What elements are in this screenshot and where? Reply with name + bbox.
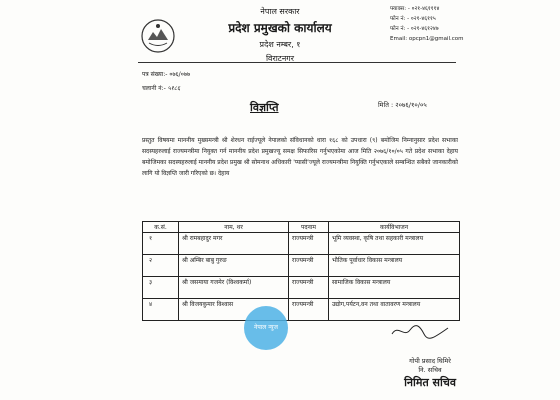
office-name: प्रदेश प्रमुखको कार्यालय <box>228 21 332 35</box>
handwritten-signature-icon <box>390 322 450 340</box>
province-name: प्रदेश नम्बर, १ <box>259 40 301 49</box>
row-portfolio: भौतिक पूर्वाधार विकास मन्त्रालय <box>329 255 460 277</box>
table-row <box>143 277 460 299</box>
row-name: श्री रामबहादुर मगर <box>179 233 289 255</box>
email-address: Email: opcpn1@gmail.com <box>390 36 464 42</box>
row-name: श्री जसमाया गजमेर (विश्वकर्मा) <box>179 277 289 299</box>
notice-title: विज्ञप्ति <box>250 101 279 114</box>
row-post: राज्यमन्त्री <box>289 299 329 321</box>
city-name: विराटनगर <box>265 54 295 63</box>
watermark-stamp: नेपाल न्युज <box>244 306 288 350</box>
row-post: राज्यमन्त्री <box>289 233 329 255</box>
phone-number-1: फोन नं: - ०२१-४६११५ <box>390 16 436 22</box>
row-serial: २ <box>143 255 179 277</box>
row-name: श्री अम्बिर बाबु गुरुङ <box>179 255 289 277</box>
signatory-name: गोपी प्रसाद घिमिरे <box>409 357 451 365</box>
table-row <box>143 233 460 255</box>
row-serial: ३ <box>143 277 179 299</box>
contact-block <box>390 4 555 44</box>
header-portfolio: कार्यविभाजन <box>329 222 460 233</box>
row-serial: ४ <box>143 299 179 321</box>
row-portfolio: सामाजिक विकास मन्त्रालय <box>329 277 460 299</box>
row-portfolio: उद्योग,पर्यटन,वन तथा वातावरण मन्त्रालय <box>329 299 460 321</box>
notice-date: मिति : २०७६/१०/०५ <box>378 101 427 109</box>
header-divider <box>138 62 456 63</box>
header-name: नाम, थर <box>179 222 289 233</box>
dispatch-label: चलानी नं:- <box>142 85 166 92</box>
header-serial: क.सं. <box>143 222 179 233</box>
notice-body: प्रस्तुत विषयमा माननीय मुख्यमन्त्री श्री शेरधन राईज्यूले नेपालको संविधानको धारा १६८ को उपधारा (९) बमोजिम निम्नानुसार प्रदेश सभाका सदस्यहरुलाई राज्यमन्त्रीमा नियुक्त गर्न माननीय प्रदेश प्रमुखज्यू समक्ष सिफारिस गर्नुभएकोमा आज मिति २०७६/१०/०५ गते प्रदेश सभाका देहाय बमोजिमका सदस्यहरुलाई माननीय प्रदेश प्रमुख श्री सोमनाथ अधिकारी 'प्यासी'ज्यूले राज्यमन्त्रीमा नियुक्ति गर्नुभएकाले सम्बन्धित सबैको जानकारीको लागि यो विज्ञप्ति जारी गरिएको छ। देहाय <box>142 137 458 177</box>
table-row <box>143 299 460 321</box>
row-post: राज्यमन्त्री <box>289 277 329 299</box>
reference-number: पत्र संख्या:- ०७६/०७७ <box>142 71 191 78</box>
row-portfolio: भूमि व्यवस्था, कृषि तथा सहकारी मन्त्रालय <box>329 233 460 255</box>
header-post: पदनाम <box>289 222 329 233</box>
letterhead <box>200 6 360 64</box>
dispatch-number <box>142 84 180 92</box>
table-header-row <box>143 222 460 233</box>
signatory-acting-title: निमित सचिव <box>404 376 456 389</box>
signatory-block <box>380 356 480 390</box>
row-name: श्री विजयकुमार विश्वास <box>179 299 289 321</box>
row-serial: १ <box>143 233 179 255</box>
table-row <box>143 255 460 277</box>
fax-number: फ्याक्स: - ०२१-४६१११४ <box>390 6 440 12</box>
government-name: नेपाल सरकार <box>260 7 300 16</box>
appointments-table <box>142 221 460 321</box>
nepal-emblem-icon <box>140 18 176 54</box>
row-post: राज्यमन्त्री <box>289 255 329 277</box>
signatory-post: नि. सचिव <box>418 366 442 374</box>
phone-number-2: फोन नं: - ०२१-४६१२४७ <box>390 26 439 32</box>
dispatch-value: ५१८६ <box>167 85 181 92</box>
